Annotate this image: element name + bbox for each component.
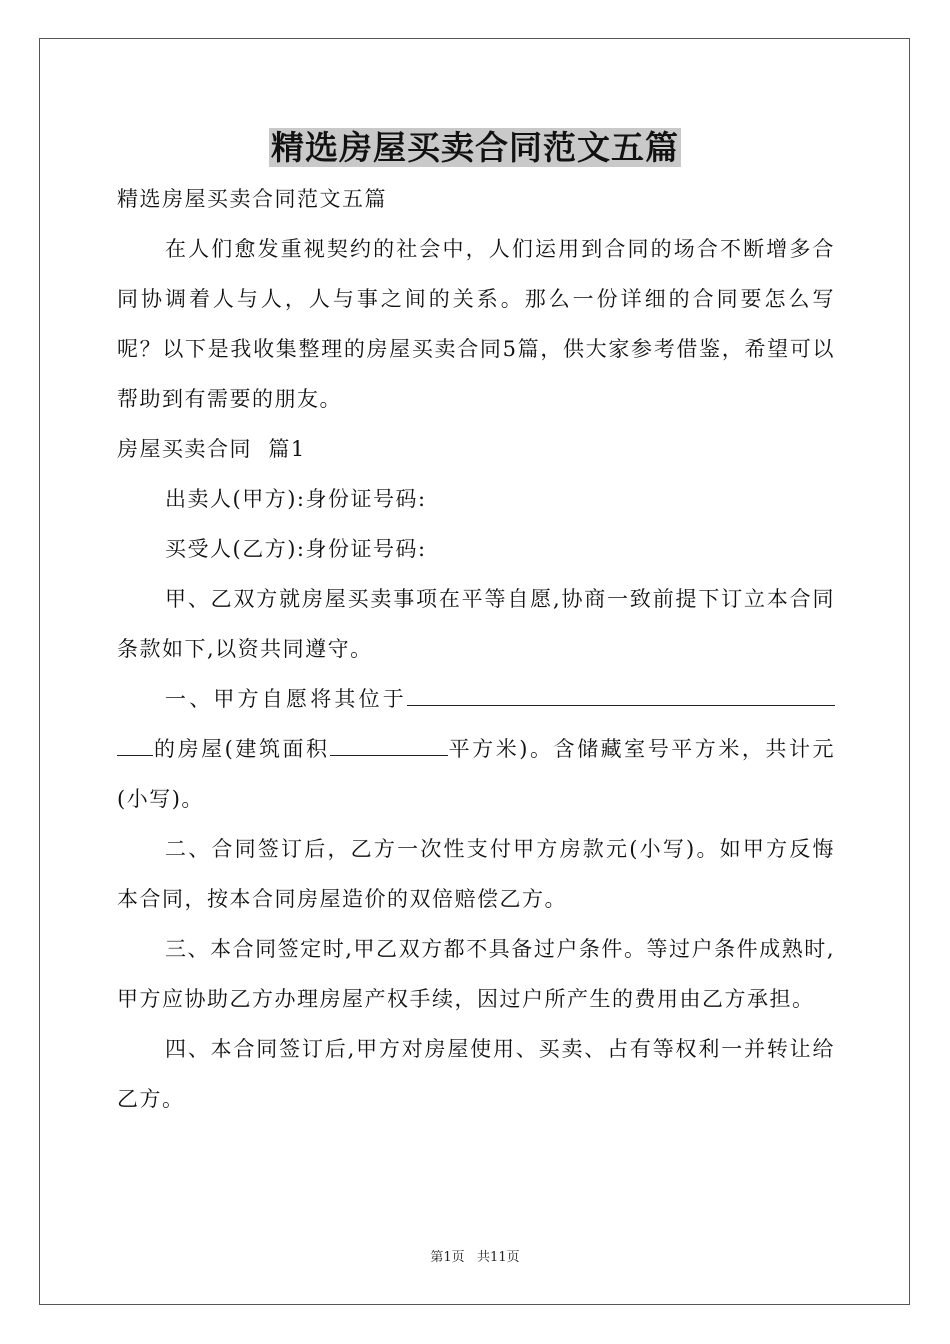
clause-1-part-c: 平方米)。含储藏室号平方米，共计元(小写)。	[117, 737, 835, 811]
buyer-line: 买受人(乙方):身份证号码:	[165, 537, 427, 561]
page-footer: 第1页 共11页	[430, 1250, 520, 1265]
seller-line: 出卖人(甲方):身份证号码:	[165, 487, 427, 511]
intro-paragraph: 在人们愈发重视契约的社会中，人们运用到合同的场合不断增多合同协调着人与人，人与事之间的关系。那么一份详细的合同要怎么写呢？以下是我收集整理的房屋买卖合同5篇，供大家参考借鉴，希望可以帮助到有需要的朋友。	[117, 237, 835, 411]
clause-1	[117, 674, 835, 824]
location-blank	[407, 683, 835, 706]
area-blank	[330, 733, 448, 756]
clause-4: 四、本合同签订后,甲方对房屋使用、买卖、占有等权利一并转让给乙方。	[117, 1037, 835, 1111]
clause-2: 二、合同签订后，乙方一次性支付甲方房款元(小写)。如甲方反悔本合同，按本合同房屋造价的双倍赔偿乙方。	[117, 837, 835, 911]
document-body	[117, 174, 835, 1124]
clause-3: 三、本合同签定时,甲乙双方都不具备过户条件。等过户条件成熟时,甲方应协助乙方办理房屋产权手续，因过户所产生的费用由乙方承担。	[117, 937, 835, 1011]
document-title	[0, 126, 950, 170]
document-title-text: 精选房屋买卖合同范文五篇	[271, 128, 679, 167]
section-heading: 房屋买卖合同 篇1	[117, 437, 306, 461]
agreement-paragraph: 甲、乙双方就房屋买卖事项在平等自愿,协商一致前提下订立本合同条款如下,以资共同遵守。	[117, 587, 835, 661]
clause-1-part-b: 的房屋(建筑面积	[153, 737, 330, 761]
clause-1-part-a: 一、甲方自愿将其位于	[165, 687, 407, 711]
location-blank-cont	[117, 733, 153, 756]
subtitle: 精选房屋买卖合同范文五篇	[117, 187, 387, 211]
